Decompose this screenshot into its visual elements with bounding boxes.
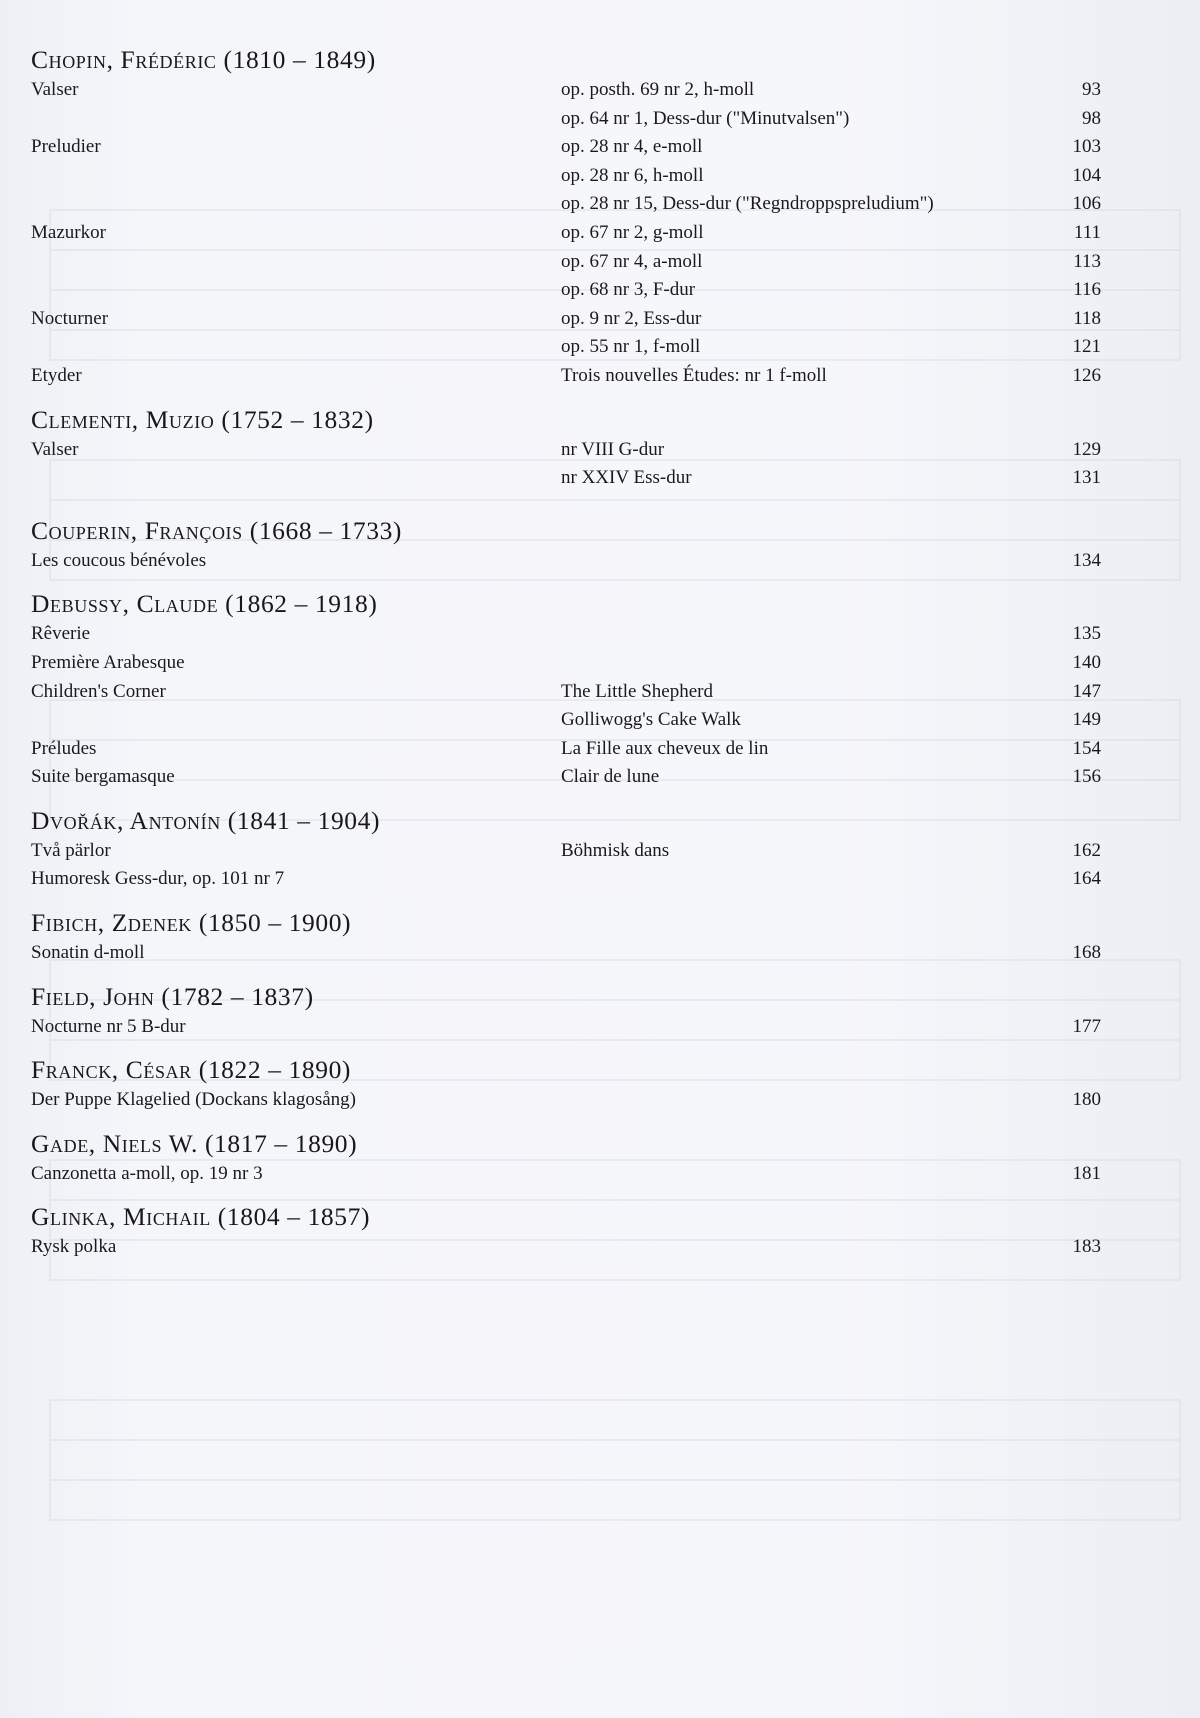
work-detail: op. 55 nr 1, f-moll: [561, 336, 701, 358]
work-detail: The Little Shepherd: [561, 680, 713, 702]
toc-row: [31, 333, 1101, 362]
toc-row: [31, 547, 1101, 576]
toc-row: [31, 939, 1101, 968]
composer-heading: Field, John (1782 – 1837): [31, 981, 314, 1011]
work-detail: op. 28 nr 6, h-moll: [561, 164, 704, 186]
work-title: Préludes: [31, 737, 97, 759]
toc-row: [31, 678, 1101, 707]
toc-row: [31, 276, 1101, 305]
composer-section-franck: [31, 1054, 1101, 1115]
work-title: Mazurkor: [31, 221, 106, 243]
toc-row: [31, 362, 1101, 391]
table-of-contents: [31, 44, 1101, 1275]
page-number: 149: [1072, 709, 1101, 731]
composer-section-gade: [31, 1128, 1101, 1189]
page-number: 98: [1082, 107, 1101, 129]
composer-heading: Fibich, Zdenek (1850 – 1900): [31, 908, 352, 938]
composer-heading: Dvořák, Antonín (1841 – 1904): [31, 805, 381, 835]
page-number: 106: [1072, 193, 1101, 215]
toc-row: [31, 1233, 1101, 1262]
work-title: Nocturner: [31, 307, 109, 329]
toc-row: [31, 105, 1101, 134]
page-number: 181: [1072, 1162, 1101, 1184]
page-number: 103: [1072, 136, 1101, 158]
work-detail: op. 64 nr 1, Dess-dur ("Minutvalsen"): [561, 107, 850, 129]
composer-section-couperin: [31, 515, 1101, 576]
work-detail: op. 28 nr 15, Dess-dur ("Regndroppspreludium"): [561, 193, 934, 215]
toc-row: [31, 133, 1101, 162]
composer-section-chopin: [31, 44, 1101, 391]
page-number: 154: [1072, 737, 1101, 759]
composer-heading: Gade, Niels W. (1817 – 1890): [31, 1128, 358, 1158]
composer-heading: Glinka, Michail (1804 – 1857): [31, 1202, 371, 1232]
work-title: Valser: [31, 79, 79, 100]
toc-row: [31, 436, 1101, 465]
toc-row: [31, 763, 1101, 792]
page-number: 168: [1072, 942, 1101, 964]
composer-heading: Debussy, Claude (1862 – 1918): [31, 589, 378, 619]
work-title: Preludier: [31, 136, 101, 158]
composer-heading: Chopin, Frédéric (1810 – 1849): [31, 45, 376, 74]
toc-row: [31, 1160, 1101, 1189]
page-number: 126: [1072, 364, 1101, 386]
page-number: 113: [1073, 250, 1101, 272]
composer-heading: Clementi, Muzio (1752 – 1832): [31, 404, 374, 434]
work-detail: op. 67 nr 4, a-moll: [561, 250, 703, 272]
toc-row: [31, 837, 1101, 866]
work-detail: op. 68 nr 3, F-dur: [561, 279, 696, 301]
work-title: Nocturne nr 5 B-dur: [31, 1015, 186, 1037]
work-title: Etyder: [31, 364, 82, 386]
page-number: 177: [1072, 1015, 1101, 1037]
page-number: 121: [1072, 336, 1101, 358]
toc-row: [31, 620, 1101, 649]
page-number: 134: [1072, 549, 1101, 571]
work-title: Rêverie: [31, 623, 91, 645]
toc-row: [31, 190, 1101, 219]
work-detail: op. 67 nr 2, g-moll: [561, 221, 704, 243]
toc-row: [31, 865, 1101, 894]
page-number: 180: [1072, 1089, 1101, 1111]
toc-row: [31, 305, 1101, 334]
work-detail: La Fille aux cheveux de lin: [561, 737, 769, 759]
toc-row: [31, 248, 1101, 277]
work-detail: nr XXIV Ess-dur: [561, 467, 692, 489]
work-title: Sonatin d-moll: [31, 942, 145, 964]
page-number: 162: [1072, 839, 1101, 861]
composer-section-debussy: [31, 588, 1101, 792]
work-title: Der Puppe Klagelied (Dockans klagosång): [31, 1089, 357, 1111]
page-number: 135: [1072, 623, 1101, 645]
work-title: Children's Corner: [31, 680, 166, 702]
page-number: 164: [1072, 868, 1101, 890]
composer-section-clementi: [31, 404, 1101, 493]
page-number: 183: [1072, 1236, 1101, 1258]
toc-row: [31, 649, 1101, 678]
work-title: Première Arabesque: [31, 651, 185, 673]
page-number: 118: [1073, 307, 1101, 329]
toc-row: [31, 219, 1101, 248]
page-number: 147: [1072, 680, 1101, 702]
work-detail: Golliwogg's Cake Walk: [561, 709, 741, 731]
work-title: Humoresk Gess-dur, op. 101 nr 7: [31, 868, 285, 890]
work-detail: op. posth. 69 nr 2, h-moll: [561, 79, 755, 100]
toc-row: [31, 162, 1101, 191]
composer-section-glinka: [31, 1201, 1101, 1262]
composer-section-field: [31, 981, 1101, 1042]
work-detail: op. 9 nr 2, Ess-dur: [561, 307, 702, 329]
work-title: Les coucous bénévoles: [31, 549, 207, 571]
work-detail: Böhmisk dans: [561, 839, 670, 861]
toc-row: [31, 1013, 1101, 1042]
page-number: 116: [1073, 279, 1101, 301]
page-number: 131: [1072, 467, 1101, 489]
work-title: Valser: [31, 438, 79, 460]
toc-row: [31, 76, 1101, 105]
work-detail: Trois nouvelles Études: nr 1 f-moll: [561, 364, 827, 386]
toc-row: [31, 1086, 1101, 1115]
page-number: 111: [1073, 221, 1101, 243]
toc-row: [31, 735, 1101, 764]
page-number: 104: [1072, 164, 1101, 186]
page-number: 93: [1082, 79, 1101, 100]
toc-row: [31, 464, 1101, 493]
work-title: Två pärlor: [31, 839, 111, 861]
composer-heading: Franck, César (1822 – 1890): [31, 1055, 352, 1085]
composer-heading: Couperin, François (1668 – 1733): [31, 515, 403, 545]
work-title: Rysk polka: [31, 1236, 117, 1258]
work-title: Suite bergamasque: [31, 766, 175, 788]
composer-section-dvorak: [31, 805, 1101, 894]
work-detail: nr VIII G-dur: [561, 438, 665, 460]
work-detail: op. 28 nr 4, e-moll: [561, 136, 703, 158]
work-detail: Clair de lune: [561, 766, 660, 788]
toc-row: [31, 706, 1101, 735]
composer-section-fibich: [31, 907, 1101, 968]
work-title: Canzonetta a-moll, op. 19 nr 3: [31, 1162, 263, 1184]
page-number: 129: [1072, 438, 1101, 460]
page-number: 156: [1072, 766, 1101, 788]
page-number: 140: [1072, 651, 1101, 673]
